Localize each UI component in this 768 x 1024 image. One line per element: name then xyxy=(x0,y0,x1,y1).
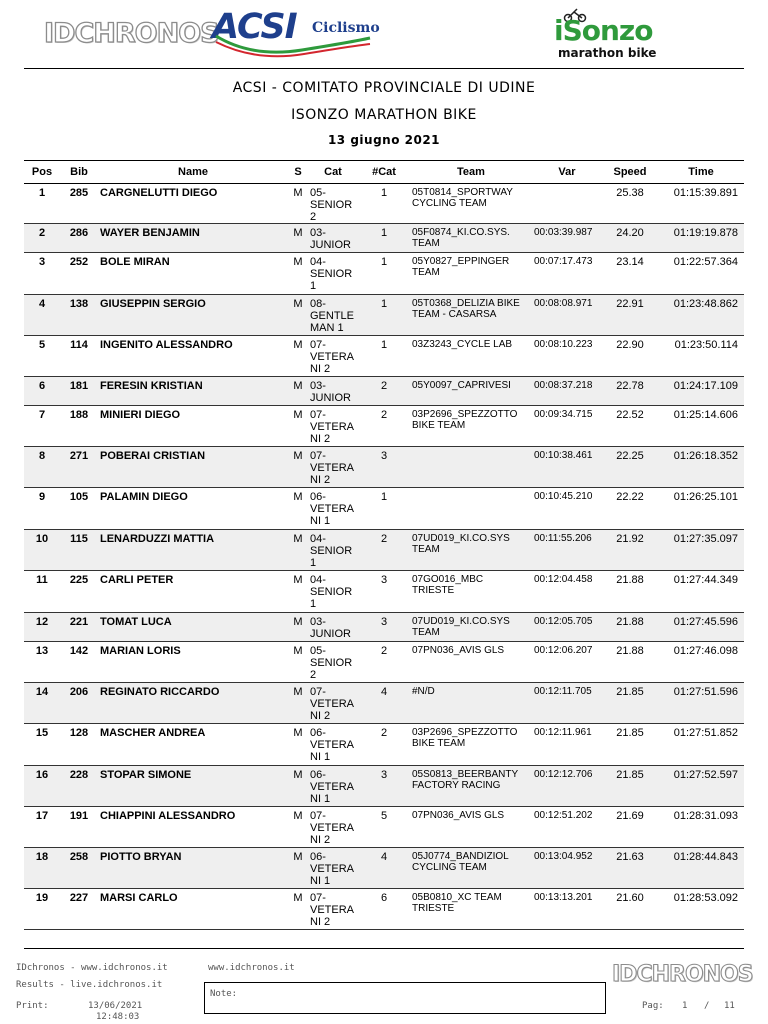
row-gap: 00:12:11.961 xyxy=(532,724,602,766)
table-row xyxy=(24,184,744,224)
row-bib: 258 xyxy=(60,848,98,889)
row-bib: 286 xyxy=(60,224,98,253)
row-sex: M xyxy=(288,224,308,253)
row-position: 1 xyxy=(24,184,60,224)
row-position: 15 xyxy=(24,724,60,766)
row-category-rank: 5 xyxy=(358,807,410,848)
row-bib: 105 xyxy=(60,488,98,530)
row-sex: M xyxy=(288,530,308,571)
note-box xyxy=(204,982,606,1014)
row-category-rank: 1 xyxy=(358,336,410,377)
row-gap: 00:08:08.971 xyxy=(532,295,602,336)
table-row xyxy=(24,613,744,642)
row-time: 01:28:31.093 xyxy=(658,807,744,848)
table-row xyxy=(24,683,744,724)
row-gap xyxy=(532,184,602,224)
row-time: 01:26:18.352 xyxy=(658,447,744,488)
row-sex: M xyxy=(288,377,308,406)
row-speed: 22.90 xyxy=(602,336,658,377)
row-position: 2 xyxy=(24,224,60,253)
row-position: 14 xyxy=(24,683,60,724)
row-team xyxy=(410,488,532,530)
row-gap: 00:12:04.458 xyxy=(532,571,602,613)
row-category: 06- VETERA NI 1 xyxy=(308,724,358,766)
row-category-rank: 2 xyxy=(358,642,410,683)
row-category: 07- VETERA NI 2 xyxy=(308,406,358,447)
table-row xyxy=(24,724,744,766)
table-row xyxy=(24,766,744,807)
row-speed: 21.60 xyxy=(602,889,658,930)
row-gap: 00:12:05.705 xyxy=(532,613,602,642)
row-gap: 00:12:11.705 xyxy=(532,683,602,724)
row-time: 01:28:44.843 xyxy=(658,848,744,889)
row-sex: M xyxy=(288,184,308,224)
row-speed: 22.22 xyxy=(602,488,658,530)
row-sex: M xyxy=(288,889,308,930)
table-header-row xyxy=(24,161,744,184)
row-category: 04- SENIOR 1 xyxy=(308,253,358,295)
row-athlete-name: CARGNELUTTI DIEGO xyxy=(98,184,288,224)
row-time: 01:27:46.098 xyxy=(658,642,744,683)
results-table xyxy=(24,160,744,930)
row-team: 05F0874_KI.CO.SYS. TEAM xyxy=(410,224,532,253)
row-category-rank: 1 xyxy=(358,224,410,253)
row-sex: M xyxy=(288,571,308,613)
table-row xyxy=(24,488,744,530)
row-time: 01:27:52.597 xyxy=(658,766,744,807)
row-athlete-name: MARIAN LORIS xyxy=(98,642,288,683)
row-athlete-name: PIOTTO BRYAN xyxy=(98,848,288,889)
row-speed: 21.88 xyxy=(602,642,658,683)
row-category-rank: 3 xyxy=(358,766,410,807)
table-row xyxy=(24,642,744,683)
row-position: 9 xyxy=(24,488,60,530)
row-category: 06- VETERA NI 1 xyxy=(308,488,358,530)
row-category-rank: 1 xyxy=(358,184,410,224)
table-row xyxy=(24,530,744,571)
row-category-rank: 3 xyxy=(358,447,410,488)
row-gap: 00:12:51.202 xyxy=(532,807,602,848)
row-category: 07- VETERA NI 2 xyxy=(308,336,358,377)
footer-print-time: 12:48:03 xyxy=(96,1012,140,1022)
row-category: 05- SENIOR 2 xyxy=(308,642,358,683)
row-athlete-name: STOPAR SIMONE xyxy=(98,766,288,807)
row-speed: 21.63 xyxy=(602,848,658,889)
col-cat-header: Cat xyxy=(308,161,358,184)
row-sex: M xyxy=(288,613,308,642)
row-category-rank: 3 xyxy=(358,613,410,642)
row-team: 07UD019_KI.CO.SYS TEAM xyxy=(410,530,532,571)
row-gap: 00:07:17.473 xyxy=(532,253,602,295)
event-title: ISONZO MARATHON BIKE xyxy=(291,107,477,123)
row-team: #N/D xyxy=(410,683,532,724)
row-category: 03- JUNIOR xyxy=(308,613,358,642)
row-position: 8 xyxy=(24,447,60,488)
table-row xyxy=(24,889,744,930)
row-gap: 00:03:39.987 xyxy=(532,224,602,253)
row-position: 10 xyxy=(24,530,60,571)
row-gap: 00:10:45.210 xyxy=(532,488,602,530)
row-athlete-name: LENARDUZZI MATTIA xyxy=(98,530,288,571)
row-team: 05S0813_BEERBANTY FACTORY RACING xyxy=(410,766,532,807)
row-speed: 21.85 xyxy=(602,724,658,766)
row-gap: 00:13:04.952 xyxy=(532,848,602,889)
table-row xyxy=(24,848,744,889)
marathon-bike-text: marathon bike xyxy=(558,46,657,60)
row-category-rank: 2 xyxy=(358,406,410,447)
row-athlete-name: MARSI CARLO xyxy=(98,889,288,930)
row-athlete-name: CARLI PETER xyxy=(98,571,288,613)
row-sex: M xyxy=(288,848,308,889)
row-bib: 221 xyxy=(60,613,98,642)
col-var-header: Var xyxy=(532,161,602,184)
row-bib: 142 xyxy=(60,642,98,683)
row-gap: 00:13:13.201 xyxy=(532,889,602,930)
row-category-rank: 3 xyxy=(358,571,410,613)
page-separator: / xyxy=(704,1001,710,1011)
isonzo-logo-text: iSonzo xyxy=(554,14,653,47)
row-time: 01:27:45.596 xyxy=(658,613,744,642)
row-category: 07- VETERA NI 2 xyxy=(308,889,358,930)
col-name-header: Name xyxy=(98,161,288,184)
footer-company: IDchronos - www.idchronos.it xyxy=(16,963,168,973)
row-category-rank: 6 xyxy=(358,889,410,930)
table-row xyxy=(24,377,744,406)
committee-title: ACSI - COMITATO PROVINCIALE DI UDINE xyxy=(232,80,536,96)
row-time: 01:27:51.852 xyxy=(658,724,744,766)
row-speed: 21.85 xyxy=(602,683,658,724)
row-category-rank: 2 xyxy=(358,377,410,406)
row-speed: 22.78 xyxy=(602,377,658,406)
row-team: 05B0810_XC TEAM TRIESTE xyxy=(410,889,532,930)
row-category: 03- JUNIOR xyxy=(308,377,358,406)
table-row xyxy=(24,295,744,336)
row-bib: 114 xyxy=(60,336,98,377)
row-category: 04- SENIOR 1 xyxy=(308,571,358,613)
row-gap: 00:09:34.715 xyxy=(532,406,602,447)
row-category-rank: 4 xyxy=(358,683,410,724)
row-bib: 138 xyxy=(60,295,98,336)
row-gap: 00:11:55.206 xyxy=(532,530,602,571)
row-speed: 21.69 xyxy=(602,807,658,848)
row-sex: M xyxy=(288,683,308,724)
row-position: 7 xyxy=(24,406,60,447)
acsi-ciclismo-text: Ciclismo xyxy=(312,20,380,36)
table-row xyxy=(24,807,744,848)
row-speed: 21.88 xyxy=(602,613,658,642)
footer-print-label: Print: xyxy=(16,1001,49,1011)
row-position: 18 xyxy=(24,848,60,889)
row-category-rank: 1 xyxy=(358,488,410,530)
row-team: 05J0774_BANDIZIOL CYCLING TEAM xyxy=(410,848,532,889)
row-sex: M xyxy=(288,253,308,295)
acsi-swoosh-icon xyxy=(212,32,372,56)
row-category: 05- SENIOR 2 xyxy=(308,184,358,224)
row-category: 07- VETERA NI 2 xyxy=(308,807,358,848)
row-gap: 00:08:37.218 xyxy=(532,377,602,406)
row-bib: 206 xyxy=(60,683,98,724)
table-row xyxy=(24,571,744,613)
table-row xyxy=(24,224,744,253)
page-current: 1 xyxy=(682,1001,688,1011)
row-position: 5 xyxy=(24,336,60,377)
row-position: 16 xyxy=(24,766,60,807)
row-position: 11 xyxy=(24,571,60,613)
row-time: 01:22:57.364 xyxy=(658,253,744,295)
row-athlete-name: WAYER BENJAMIN xyxy=(98,224,288,253)
footer-website: www.idchronos.it xyxy=(208,963,295,973)
row-time: 01:25:14.606 xyxy=(658,406,744,447)
row-athlete-name: GIUSEPPIN SERGIO xyxy=(98,295,288,336)
row-time: 01:27:44.349 xyxy=(658,571,744,613)
row-category: 06- VETERA NI 1 xyxy=(308,848,358,889)
row-team: 07UD019_KI.CO.SYS TEAM xyxy=(410,613,532,642)
row-speed: 22.91 xyxy=(602,295,658,336)
row-gap: 00:10:38.461 xyxy=(532,447,602,488)
row-sex: M xyxy=(288,807,308,848)
row-athlete-name: POBERAI CRISTIAN xyxy=(98,447,288,488)
row-bib: 181 xyxy=(60,377,98,406)
row-bib: 252 xyxy=(60,253,98,295)
row-sex: M xyxy=(288,447,308,488)
table-row xyxy=(24,447,744,488)
row-category: 07- VETERA NI 2 xyxy=(308,447,358,488)
row-athlete-name: MINIERI DIEGO xyxy=(98,406,288,447)
row-team: 03Z3243_CYCLE LAB xyxy=(410,336,532,377)
row-team xyxy=(410,447,532,488)
col-time-header: Time xyxy=(658,161,744,184)
page-label: Pag: xyxy=(642,1001,664,1011)
footer-results-link: Results - live.idchronos.it xyxy=(16,980,163,990)
row-time: 01:19:19.878 xyxy=(658,224,744,253)
row-athlete-name: REGINATO RICCARDO xyxy=(98,683,288,724)
row-team: 05T0814_SPORTWAY CYCLING TEAM xyxy=(410,184,532,224)
table-row xyxy=(24,406,744,447)
col-ncat-header: #Cat xyxy=(358,161,410,184)
col-pos-header: Pos xyxy=(24,161,60,184)
row-athlete-name: CHIAPPINI ALESSANDRO xyxy=(98,807,288,848)
row-speed: 22.52 xyxy=(602,406,658,447)
table-row xyxy=(24,253,744,295)
row-category-rank: 2 xyxy=(358,530,410,571)
col-speed-header: Speed xyxy=(602,161,658,184)
row-position: 19 xyxy=(24,889,60,930)
row-gap: 00:12:12.706 xyxy=(532,766,602,807)
idchronos-logo: IDCHRONOS xyxy=(44,18,219,49)
row-gap: 00:12:06.207 xyxy=(532,642,602,683)
row-bib: 285 xyxy=(60,184,98,224)
row-time: 01:24:17.109 xyxy=(658,377,744,406)
row-sex: M xyxy=(288,336,308,377)
row-team: 05Y0097_CAPRIVESI xyxy=(410,377,532,406)
row-sex: M xyxy=(288,295,308,336)
row-bib: 271 xyxy=(60,447,98,488)
row-speed: 24.20 xyxy=(602,224,658,253)
acsi-logo-text: ACSI xyxy=(212,7,297,47)
row-bib: 227 xyxy=(60,889,98,930)
row-position: 6 xyxy=(24,377,60,406)
footer-print-date: 13/06/2021 xyxy=(88,1001,143,1011)
row-category-rank: 1 xyxy=(358,253,410,295)
table-row xyxy=(24,336,744,377)
row-time: 01:28:53.092 xyxy=(658,889,744,930)
row-position: 17 xyxy=(24,807,60,848)
isonzo-marathon-logo xyxy=(552,8,660,64)
idchronos-footer-logo: IDCHRONOS xyxy=(612,962,753,987)
row-bib: 128 xyxy=(60,724,98,766)
row-speed: 21.92 xyxy=(602,530,658,571)
event-date: 13 giugno 2021 xyxy=(327,133,441,147)
row-sex: M xyxy=(288,488,308,530)
row-sex: M xyxy=(288,766,308,807)
row-time: 01:23:50.114 xyxy=(658,336,744,377)
row-category: 07- VETERA NI 2 xyxy=(308,683,358,724)
row-position: 3 xyxy=(24,253,60,295)
row-time: 01:27:35.097 xyxy=(658,530,744,571)
row-speed: 23.14 xyxy=(602,253,658,295)
row-speed: 25.38 xyxy=(602,184,658,224)
row-athlete-name: FERESIN KRISTIAN xyxy=(98,377,288,406)
row-team: 07GO016_MBC TRIESTE xyxy=(410,571,532,613)
col-team-header: Team xyxy=(410,161,532,184)
row-position: 4 xyxy=(24,295,60,336)
row-bib: 228 xyxy=(60,766,98,807)
row-bib: 188 xyxy=(60,406,98,447)
row-category: 03- JUNIOR xyxy=(308,224,358,253)
col-sex-header: S xyxy=(288,161,308,184)
row-sex: M xyxy=(288,642,308,683)
row-bib: 191 xyxy=(60,807,98,848)
row-speed: 21.88 xyxy=(602,571,658,613)
row-team: 07PN036_AVIS GLS xyxy=(410,642,532,683)
row-athlete-name: TOMAT LUCA xyxy=(98,613,288,642)
row-category: 08- GENTLE MAN 1 xyxy=(308,295,358,336)
row-team: 03P2696_SPEZZOTTO BIKE TEAM xyxy=(410,724,532,766)
footer-divider xyxy=(24,948,744,949)
row-category: 06- VETERA NI 1 xyxy=(308,766,358,807)
row-category: 04- SENIOR 1 xyxy=(308,530,358,571)
row-speed: 22.25 xyxy=(602,447,658,488)
header-divider xyxy=(24,68,744,69)
row-category-rank: 2 xyxy=(358,724,410,766)
row-category-rank: 1 xyxy=(358,295,410,336)
row-bib: 115 xyxy=(60,530,98,571)
row-sex: M xyxy=(288,724,308,766)
row-category-rank: 4 xyxy=(358,848,410,889)
row-time: 01:27:51.596 xyxy=(658,683,744,724)
row-position: 13 xyxy=(24,642,60,683)
row-gap: 00:08:10.223 xyxy=(532,336,602,377)
acsi-logo xyxy=(212,7,380,56)
row-position: 12 xyxy=(24,613,60,642)
note-label: Note: xyxy=(210,989,238,999)
row-time: 01:23:48.862 xyxy=(658,295,744,336)
row-athlete-name: PALAMIN DIEGO xyxy=(98,488,288,530)
page-total: 11 xyxy=(724,1001,735,1011)
row-team: 03P2696_SPEZZOTTO BIKE TEAM xyxy=(410,406,532,447)
row-athlete-name: INGENITO ALESSANDRO xyxy=(98,336,288,377)
row-sex: M xyxy=(288,406,308,447)
row-speed: 21.85 xyxy=(602,766,658,807)
row-time: 01:26:25.101 xyxy=(658,488,744,530)
row-team: 07PN036_AVIS GLS xyxy=(410,807,532,848)
row-team: 05T0368_DELIZIA BIKE TEAM - CASARSA xyxy=(410,295,532,336)
row-athlete-name: BOLE MIRAN xyxy=(98,253,288,295)
row-time: 01:15:39.891 xyxy=(658,184,744,224)
row-bib: 225 xyxy=(60,571,98,613)
col-bib-header: Bib xyxy=(60,161,98,184)
row-athlete-name: MASCHER ANDREA xyxy=(98,724,288,766)
row-team: 05Y0827_EPPINGER TEAM xyxy=(410,253,532,295)
